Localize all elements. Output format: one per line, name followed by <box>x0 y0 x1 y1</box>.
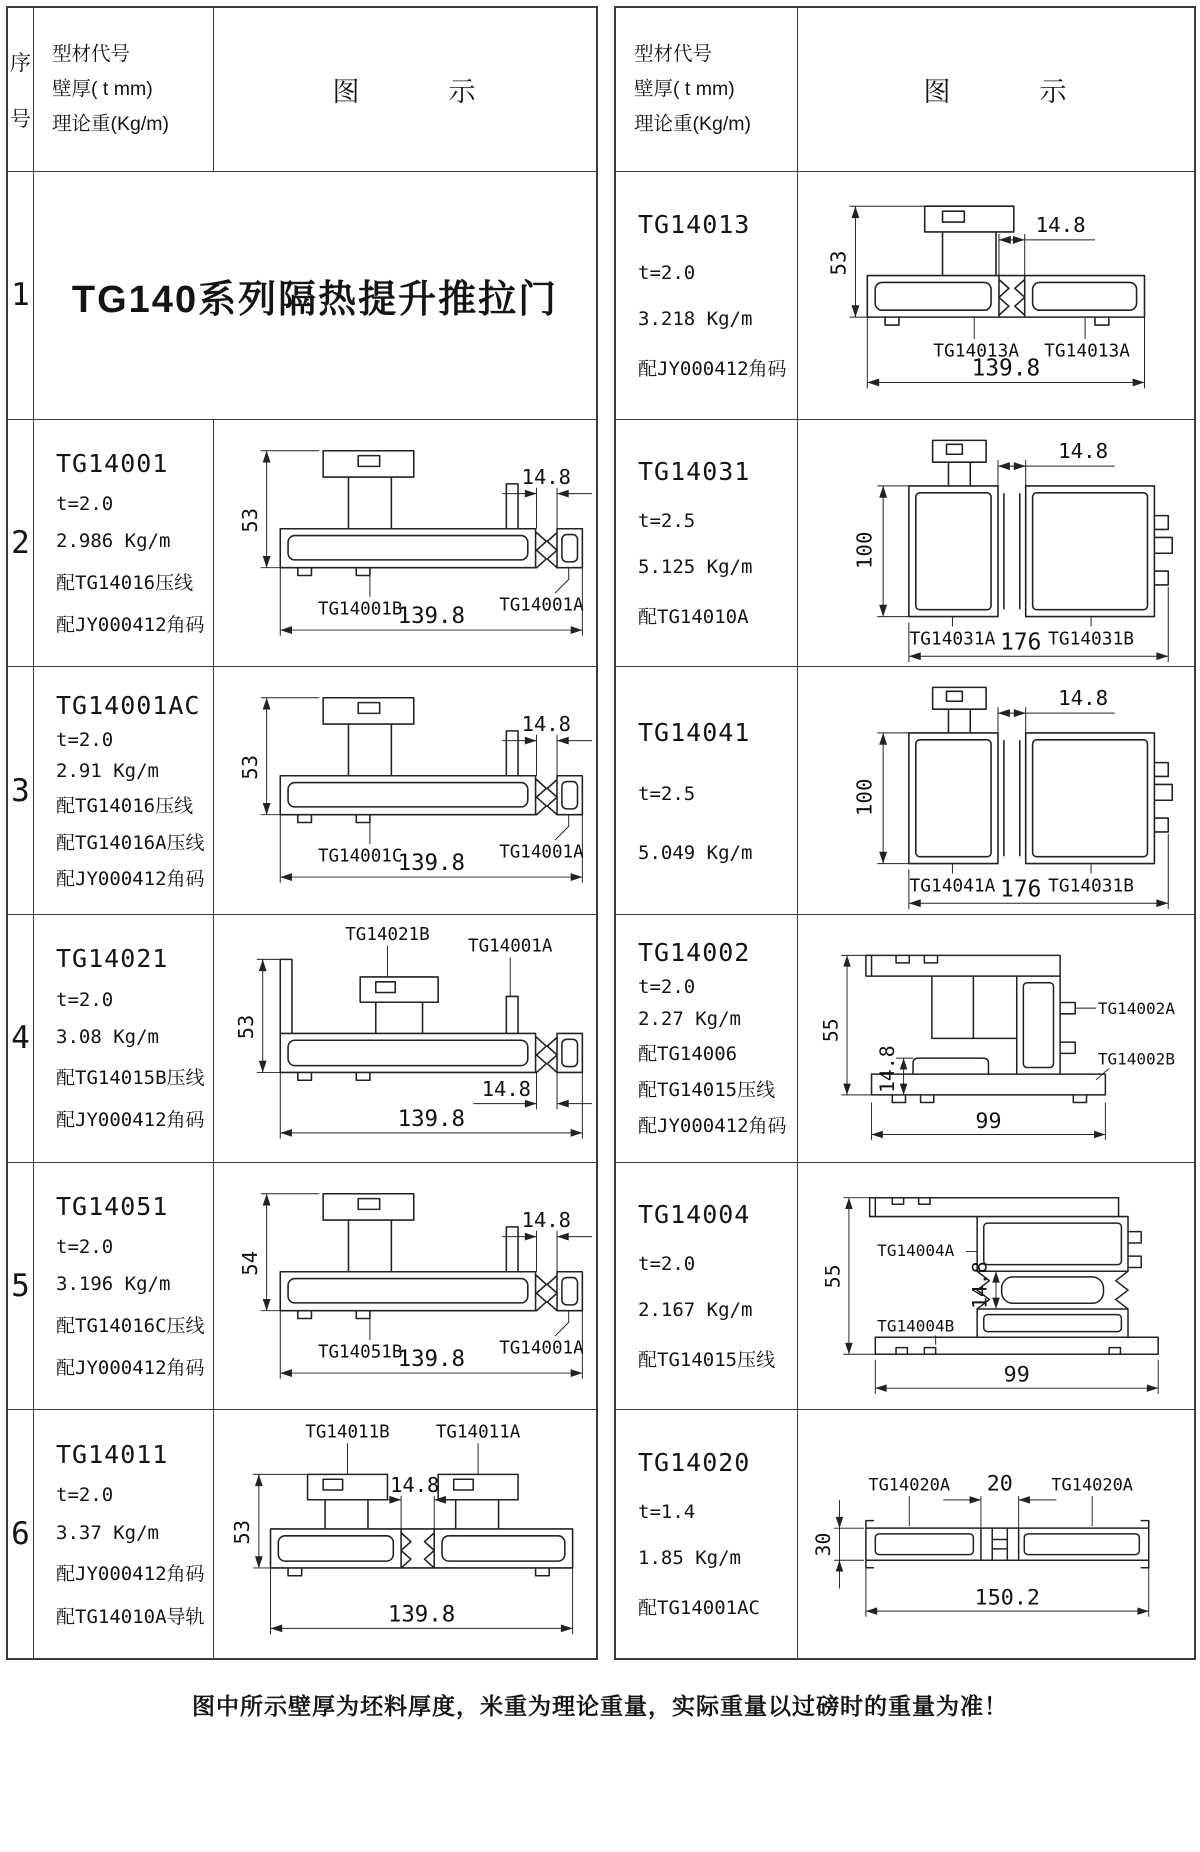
profile-inner-chamber <box>562 1277 578 1304</box>
profile-code: TG14001 <box>56 448 169 478</box>
dim-height-label: 53 <box>233 1014 258 1040</box>
dim-width-label: 176 <box>1000 876 1042 903</box>
header-diagram-right <box>798 8 1194 172</box>
dim-gap-label: 20 <box>986 1471 1013 1497</box>
part-a-label: TG14020A <box>868 1475 951 1496</box>
part-b-label: TG14004B <box>877 1316 955 1336</box>
part-b-label: TG14001A <box>468 936 553 957</box>
profile-code: TG14002 <box>638 938 751 968</box>
header-info-line: 理论重(Kg/m) <box>634 113 752 136</box>
dim-height-label: 53 <box>237 755 262 780</box>
dim-width-label: 139.8 <box>397 602 466 629</box>
profile-inner-chamber <box>916 493 991 610</box>
cell-info-tg14020 <box>616 1410 798 1658</box>
spec-line: 配JY000412角码 <box>56 867 205 890</box>
spec-line: 配TG14001AC <box>638 1597 760 1620</box>
profile-outline <box>866 955 1105 1102</box>
cell-seq-1 <box>8 172 34 420</box>
spec-line: 配TG14015B压线 <box>56 1067 205 1090</box>
spec-line: t=2.0 <box>56 1236 114 1259</box>
dim-width-label: 139.8 <box>397 1106 466 1133</box>
seq-number: 2 <box>11 524 30 561</box>
footer-note: 图中所示壁厚为坯料厚度，米重为理论重量，实际重量以过磅时的重量为准！ <box>192 1693 1008 1719</box>
profile-inner-chamber <box>916 740 991 857</box>
profile-code: TG14020 <box>638 1448 751 1478</box>
spec-line: 配JY000412角码 <box>56 613 205 636</box>
profile-inner-chamber <box>984 1223 1122 1264</box>
cell-info-tg14001ac <box>34 667 214 915</box>
spec-line: 配JY000412角码 <box>56 1356 205 1379</box>
dim-height-label: 53 <box>826 250 851 276</box>
dim-width-label: 99 <box>1003 1362 1030 1388</box>
spec-line: 配TG14016压线 <box>56 571 194 594</box>
profile-code: TG14004 <box>638 1200 751 1230</box>
table-left <box>6 6 598 1660</box>
dim-width-label: 139.8 <box>971 355 1041 382</box>
profile-inner-chamber <box>1023 983 1053 1068</box>
part-a-label: TG14001C <box>317 846 403 867</box>
dim-gap-label: 14.8 <box>390 1473 440 1498</box>
profile-inner-chamber <box>442 1536 565 1561</box>
profile-inner-chamber <box>562 534 578 561</box>
spec-line: 2.986 Kg/m <box>56 530 171 553</box>
cell-info-tg14004 <box>616 1163 798 1411</box>
dim-width-label: 139.8 <box>397 1345 466 1372</box>
part-b-label: TG14001A <box>499 1338 584 1359</box>
spec-line: 配TG14010A导轨 <box>56 1605 205 1628</box>
cell-diagram-tg14013 <box>798 172 1194 420</box>
spec-line: 配JY000412角码 <box>638 357 787 380</box>
spec-line: 2.27 Kg/m <box>638 1007 741 1030</box>
profile-inner-chamber <box>984 1314 1122 1331</box>
part-a-label: TG14013A <box>933 340 1020 362</box>
spec-line: 3.218 Kg/m <box>638 308 753 331</box>
dim-width-label: 150.2 <box>974 1585 1040 1611</box>
profile-inner-chamber <box>1033 740 1148 857</box>
spec-line: t=2.0 <box>56 493 114 516</box>
cell-seq-6 <box>8 1410 34 1658</box>
dim-height-label: 100 <box>852 531 877 569</box>
cell-info-tg14013 <box>616 172 798 420</box>
part-b-label: TG14031B <box>1048 627 1134 649</box>
seq-number: 5 <box>11 1267 30 1304</box>
profile-inner-chamber <box>1024 1534 1139 1555</box>
cell-seq-5 <box>8 1163 34 1411</box>
seq-number: 4 <box>11 1020 30 1057</box>
cell-info-tg14002 <box>616 915 798 1163</box>
part-a-label: TG14041A <box>909 875 996 897</box>
header-info-line: 壁厚( t mm) <box>634 77 735 100</box>
dim-gap-label: 14.8 <box>481 1076 531 1101</box>
dim-gap-label: 14.8 <box>1058 686 1109 711</box>
spec-line: t=1.4 <box>638 1501 696 1524</box>
spec-line: t=2.5 <box>638 510 696 533</box>
part-a-label: TG14051B <box>317 1342 403 1363</box>
profile-drawing-tg14001ac <box>214 667 596 914</box>
profile-drawing-tg14011 <box>214 1410 596 1658</box>
cell-info-tg14021 <box>34 915 214 1163</box>
spec-line: t=2.0 <box>56 988 114 1011</box>
dim-height-label: 53 <box>237 507 262 533</box>
cell-info-tg14001 <box>34 420 214 668</box>
dim-gap-label: 14.8 <box>521 464 571 489</box>
dim-height-label: 30 <box>812 1532 836 1557</box>
dim-height-label: 55 <box>821 1264 845 1288</box>
dim-gap-label: 14.8 <box>968 1260 992 1309</box>
profile-drawing-tg14002 <box>798 915 1194 1162</box>
spec-line: 配TG14016C压线 <box>56 1314 205 1337</box>
header-seq-top: 序 <box>10 51 31 75</box>
part-b-label: TG14020A <box>1051 1475 1134 1496</box>
cell-seq-4 <box>8 915 34 1163</box>
dim-gap-label: 14.8 <box>1058 438 1109 463</box>
seq-number: 3 <box>11 772 30 809</box>
profile-outline <box>866 1521 1149 1568</box>
spec-line: 5.049 Kg/m <box>638 841 753 864</box>
profile-drawing-tg14031 <box>798 420 1194 667</box>
header-info-left <box>34 8 214 172</box>
dim-width-label: 99 <box>975 1108 1002 1134</box>
cell-info-tg14011 <box>34 1410 214 1658</box>
table-right <box>614 6 1196 1660</box>
extension-lines <box>843 1197 1158 1393</box>
profile-code: TG14041 <box>638 717 751 747</box>
spec-line: t=2.0 <box>56 728 114 751</box>
profile-code: TG14021 <box>56 944 169 974</box>
profile-drawing-tg14001 <box>214 420 596 667</box>
cell-diagram-tg14011 <box>214 1410 596 1658</box>
profile-inner-chamber <box>875 1534 973 1555</box>
profile-outline <box>909 440 1172 616</box>
cell-info-tg14051 <box>34 1163 214 1411</box>
spec-line: 1.85 Kg/m <box>638 1547 741 1570</box>
cell-diagram-tg14041 <box>798 667 1194 915</box>
spec-line: t=2.0 <box>638 976 696 999</box>
dim-gap-label: 14.8 <box>1035 212 1086 237</box>
spec-line: 3.37 Kg/m <box>56 1521 159 1544</box>
part-b-label: TG14013A <box>1044 340 1130 362</box>
profile-outline <box>867 206 1144 325</box>
spec-line: 配JY000412角码 <box>56 1563 205 1586</box>
spec-line: t=2.0 <box>56 1484 114 1507</box>
dim-height-label: 55 <box>819 1018 843 1043</box>
header-info-line: 型材代号 <box>634 42 713 65</box>
profile-code: TG14031 <box>638 457 751 487</box>
spec-line: 配TG14016A压线 <box>56 831 205 854</box>
part-b-label: TG14001A <box>499 842 584 863</box>
profile-inner-chamber <box>875 282 991 310</box>
part-a-label: TG14004A <box>877 1240 955 1260</box>
profile-code: TG14001AC <box>56 690 201 720</box>
seq-number: 1 <box>11 277 30 314</box>
profile-drawing-tg14051 <box>214 1163 596 1410</box>
profile-code: TG14051 <box>56 1191 169 1221</box>
header-info-line: 理论重(Kg/m) <box>52 113 170 136</box>
seq-number: 6 <box>11 1516 30 1553</box>
profile-inner-chamber <box>288 1040 528 1065</box>
spec-line: 2.167 Kg/m <box>638 1298 753 1321</box>
cell-diagram-tg14001 <box>214 420 596 668</box>
header-seq-bottom: 号 <box>10 107 31 131</box>
cell-diagram-tg14021 <box>214 915 596 1163</box>
dim-gap-label: 14.8 <box>521 712 571 737</box>
spec-line: 配JY000412角码 <box>638 1115 787 1138</box>
header-info-line: 壁厚( t mm) <box>52 77 153 100</box>
spec-line: t=2.0 <box>638 1253 696 1276</box>
profile-code: TG14011 <box>56 1439 169 1469</box>
header-seq-column <box>8 8 34 172</box>
profile-outline <box>280 959 582 1080</box>
profile-outline <box>909 688 1172 864</box>
profile-drawing-tg14004 <box>798 1163 1194 1410</box>
profile-inner-chamber <box>278 1536 393 1561</box>
spec-line: 3.196 Kg/m <box>56 1273 171 1296</box>
header-info-right <box>616 8 798 172</box>
part-a-label: TG14011B <box>305 1422 390 1443</box>
cell-info-tg14031 <box>616 420 798 668</box>
part-a-label: TG14002A <box>1097 998 1175 1018</box>
header-info-line: 型材代号 <box>52 42 131 65</box>
dim-gap-label: 14.8 <box>521 1207 571 1232</box>
cell-series-title <box>34 172 596 420</box>
part-b-label: TG14031B <box>1048 875 1134 897</box>
profile-drawing-tg14013 <box>798 172 1194 419</box>
header-diagram-label: 图 示 <box>332 77 478 107</box>
part-b-label: TG14001A <box>499 595 584 616</box>
part-a-label: TG14031A <box>909 627 996 649</box>
profile-drawing-tg14041 <box>798 667 1194 914</box>
profile-inner-chamber <box>288 783 528 807</box>
profile-drawing-tg14020 <box>798 1410 1194 1658</box>
part-a-label: TG14021B <box>345 924 430 945</box>
dim-gap-label: 14.8 <box>876 1045 900 1094</box>
part-a-label: TG14001B <box>317 599 403 620</box>
dim-width-label: 139.8 <box>387 1601 456 1628</box>
spec-line: 配TG14016压线 <box>56 795 194 818</box>
cell-diagram-tg14031 <box>798 420 1194 668</box>
profile-inner-chamber <box>1033 282 1137 310</box>
cell-info-tg14041 <box>616 667 798 915</box>
spec-line: 2.91 Kg/m <box>56 760 159 783</box>
series-title: TG140系列隔热提升推拉门 <box>71 278 559 321</box>
profile-inner-chamber <box>288 535 528 559</box>
cell-diagram-tg14051 <box>214 1163 596 1411</box>
cell-diagram-tg14001ac <box>214 667 596 915</box>
cell-diagram-tg14004 <box>798 1163 1194 1411</box>
spec-line: 配JY000412角码 <box>56 1109 205 1132</box>
spec-line: 5.125 Kg/m <box>638 555 753 578</box>
spec-line: t=2.5 <box>638 783 696 806</box>
part-b-label: TG14002B <box>1097 1049 1175 1069</box>
dim-height-label: 53 <box>230 1520 255 1545</box>
spec-line: 配TG14015压线 <box>638 1079 776 1102</box>
dim-height-label: 100 <box>852 778 877 817</box>
profile-inner-chamber <box>1033 493 1148 610</box>
profile-inner-chamber <box>562 782 578 809</box>
spec-line: 配TG14010A <box>638 605 749 628</box>
spec-line: t=2.0 <box>638 262 696 285</box>
profile-inner-chamber <box>562 1039 578 1066</box>
profile-code: TG14013 <box>638 209 751 239</box>
spec-line: 配TG14015压线 <box>638 1348 776 1371</box>
cell-seq-2 <box>8 420 34 668</box>
profile-inner-chamber <box>288 1278 528 1302</box>
cell-diagram-tg14002 <box>798 915 1194 1163</box>
cell-seq-3 <box>8 667 34 915</box>
spec-line: 3.08 Kg/m <box>56 1025 159 1048</box>
profile-drawing-tg14021 <box>214 915 596 1162</box>
header-diagram-label: 图 示 <box>923 77 1069 107</box>
dim-width-label: 139.8 <box>397 850 466 877</box>
header-diagram-left <box>214 8 596 172</box>
spec-line: 配TG14006 <box>638 1042 738 1065</box>
cell-diagram-tg14020 <box>798 1410 1194 1658</box>
profile-inner-chamber <box>1002 1277 1104 1303</box>
part-b-label: TG14011A <box>435 1422 521 1443</box>
dim-height-label: 54 <box>237 1250 262 1276</box>
dim-width-label: 176 <box>1000 628 1042 655</box>
